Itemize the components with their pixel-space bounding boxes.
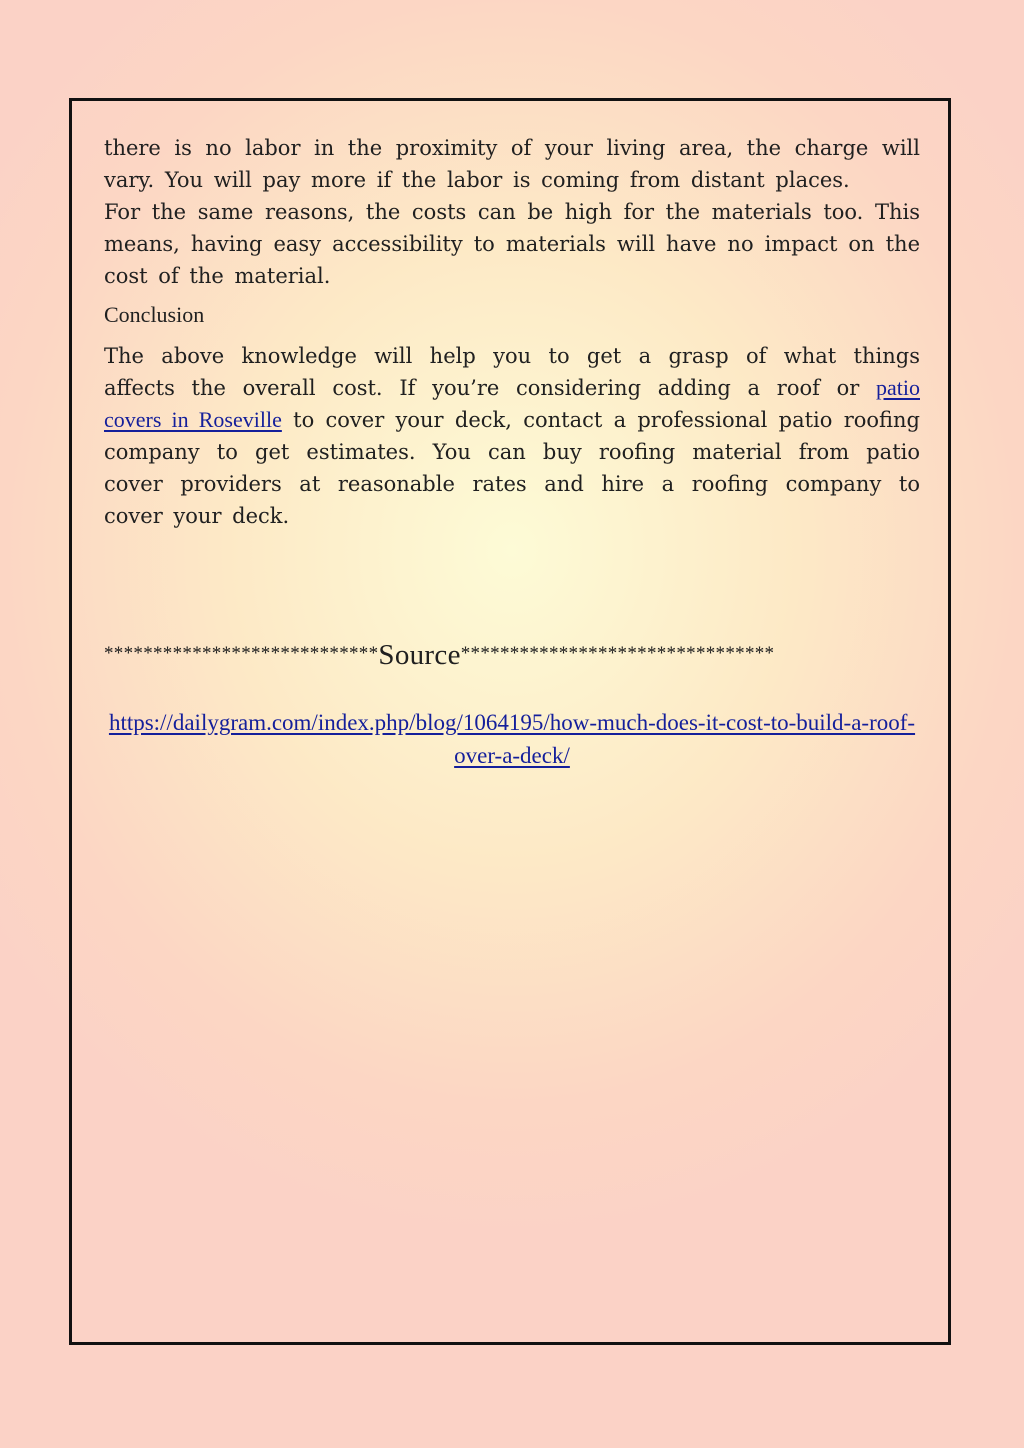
stars-left: **************************** <box>104 643 379 664</box>
article-body <box>104 132 920 532</box>
stars-right: ******************************** <box>460 643 775 664</box>
source-label: Source <box>378 639 461 671</box>
paragraph-text: For the same reasons, the costs can be high for the materials too. This means, having easy accessibility to materials will have no impact on the cost of the material. <box>104 200 920 288</box>
source-divider <box>104 636 920 673</box>
paragraph-text: there is no labor in the proximity of your living area, the charge will vary. You will pay more if the labor is coming from distant places. <box>104 136 920 192</box>
paragraph-text: The above knowledge will help you to get a grasp of what things affects the overall cost. If you’re considering adding a roof or <box>104 344 920 400</box>
paragraph-text: to cover your deck, contact a professional patio roofing company to get estimates. You can buy roofing material from patio cover providers at reasonable rates and hire a roofing company to cover your deck. <box>104 408 920 528</box>
paragraph-conclusion <box>104 340 920 532</box>
section-heading-conclusion: Conclusion <box>104 302 205 327</box>
source-url-link[interactable]: https://dailygram.com/index.php/blog/1064195/how-much-does-it-cost-to-build-a-roof-over-a-deck/ <box>108 710 916 768</box>
paragraph-labor-cost <box>104 132 920 292</box>
patio-covers-link[interactable]: patio covers in Roseville <box>104 375 920 432</box>
